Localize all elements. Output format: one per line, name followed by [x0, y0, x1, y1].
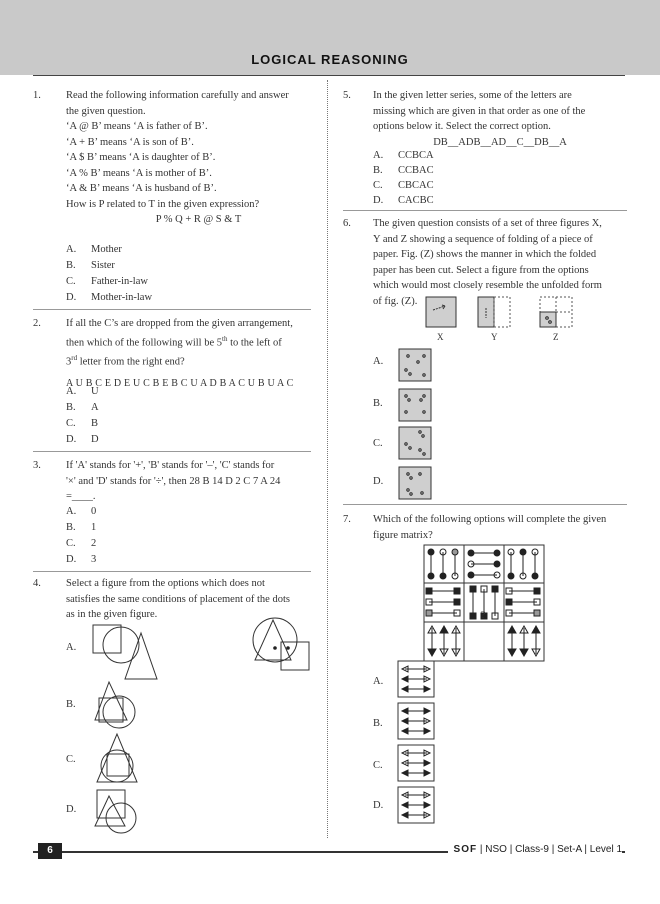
fold-figure-z — [539, 296, 573, 328]
page-title: LOGICAL REASONING — [251, 52, 409, 67]
info-line: ‘A % B’ means ‘A is mother of B’. — [66, 167, 212, 179]
question-text: as in the given figure. — [66, 609, 158, 620]
column-divider — [327, 80, 328, 838]
option-a-figure[interactable] — [398, 348, 432, 382]
sof-logo: SOF — [453, 844, 478, 855]
info-line: ‘A & B’ means ‘A is husband of B’. — [66, 183, 217, 194]
letter-series: DB__ADB__AD__C__DB__A — [433, 136, 567, 148]
option-b-figure[interactable] — [397, 702, 435, 740]
question-text: '×' and 'D' stands for '÷', then 28 B 14 D 2 C 7 A 24 — [66, 475, 281, 487]
question-text: then which of the following will be 5th to the left of — [66, 334, 282, 348]
question-text: figure matrix? — [373, 529, 433, 541]
question-text: the given question. — [66, 105, 146, 117]
question-text: Read the following information carefully and answer — [66, 90, 289, 101]
footer-exam-info: | NSO | Class-9 | Set-A | Level 1 — [479, 844, 622, 855]
question-text: =____. — [66, 491, 96, 502]
question-number: 5. — [343, 90, 351, 101]
letter-arrangement: A U B C E D E U C B E B C U A D B A C U B U A C — [66, 377, 294, 389]
question-separator — [343, 504, 627, 505]
fold-figure-x — [425, 296, 457, 328]
question-text: of fig. (Z). — [373, 295, 418, 307]
option-c-figure[interactable] — [398, 426, 432, 460]
fig-label-y: Y — [491, 332, 498, 342]
question-text: The given question consists of a set of three figures X, — [373, 218, 602, 229]
question-text: paper has been cut. Select a figure from the options — [373, 264, 589, 276]
fold-figure-y — [477, 296, 513, 328]
question-text: paper. Fig. (Z) shows the manner in which the folded — [373, 249, 597, 260]
option-b-figure[interactable] — [91, 678, 151, 740]
question-number: 2. — [33, 318, 41, 329]
figure-matrix — [423, 544, 545, 662]
question-text: If 'A' stands for '+', 'B' stands for '–', 'C' stands for — [66, 460, 275, 471]
question-number: 6. — [343, 218, 351, 229]
question-text: missing which are given in that order as one of the — [373, 105, 586, 117]
question-text: If all the C’s are dropped from the given arrangement, — [66, 318, 293, 329]
question-text: options below it. Select the correct option. — [373, 121, 551, 132]
info-line: ‘A $ B’ means ‘A is daughter of B’. — [66, 152, 216, 163]
fig-label-x: X — [437, 332, 444, 342]
page-number: 6 — [38, 843, 62, 859]
given-figure — [251, 612, 313, 674]
question-number: 1. — [33, 90, 41, 101]
expression: P % Q + R @ S & T — [155, 214, 242, 225]
question-number: 4. — [33, 578, 41, 589]
option-b-figure[interactable] — [398, 388, 432, 422]
question-text: which would most closely resemble the unfolded form — [373, 280, 602, 291]
option-c-figure[interactable] — [91, 732, 151, 794]
option-a-figure[interactable] — [91, 623, 171, 685]
question-number: 7. — [343, 514, 351, 525]
question-separator — [33, 571, 311, 572]
question-separator — [33, 309, 311, 310]
question-text: In the given letter series, some of the letters are — [373, 90, 572, 101]
fig-label-z: Z — [553, 332, 559, 342]
question-number: 3. — [33, 460, 41, 471]
question-separator — [33, 451, 311, 452]
option-a-figure[interactable] — [397, 660, 435, 698]
question-text: Which of the following options will complete the given — [373, 514, 607, 525]
footer-info — [448, 844, 622, 855]
info-line: ‘A @ B’ means ‘A is father of B’. — [66, 121, 208, 132]
option-d-figure[interactable] — [398, 466, 432, 500]
option-d-figure[interactable] — [397, 786, 435, 824]
question-text: Select a figure from the options which does not — [66, 578, 265, 589]
question-text: 3rd letter from the right end? — [66, 353, 185, 367]
question-text: satisfies the same conditions of placement of the dots — [66, 593, 290, 605]
question-separator — [343, 210, 627, 211]
missing-cell: ? — [481, 610, 486, 621]
info-line: ‘A + B’ means ‘A is son of B’. — [66, 136, 194, 148]
header-rule — [33, 75, 625, 76]
option-d-figure[interactable] — [91, 786, 151, 848]
question-prompt: How is P related to T in the given expression? — [66, 198, 260, 210]
option-c-figure[interactable] — [397, 744, 435, 782]
question-text: Y and Z showing a sequence of folding of a piece of — [373, 233, 593, 245]
